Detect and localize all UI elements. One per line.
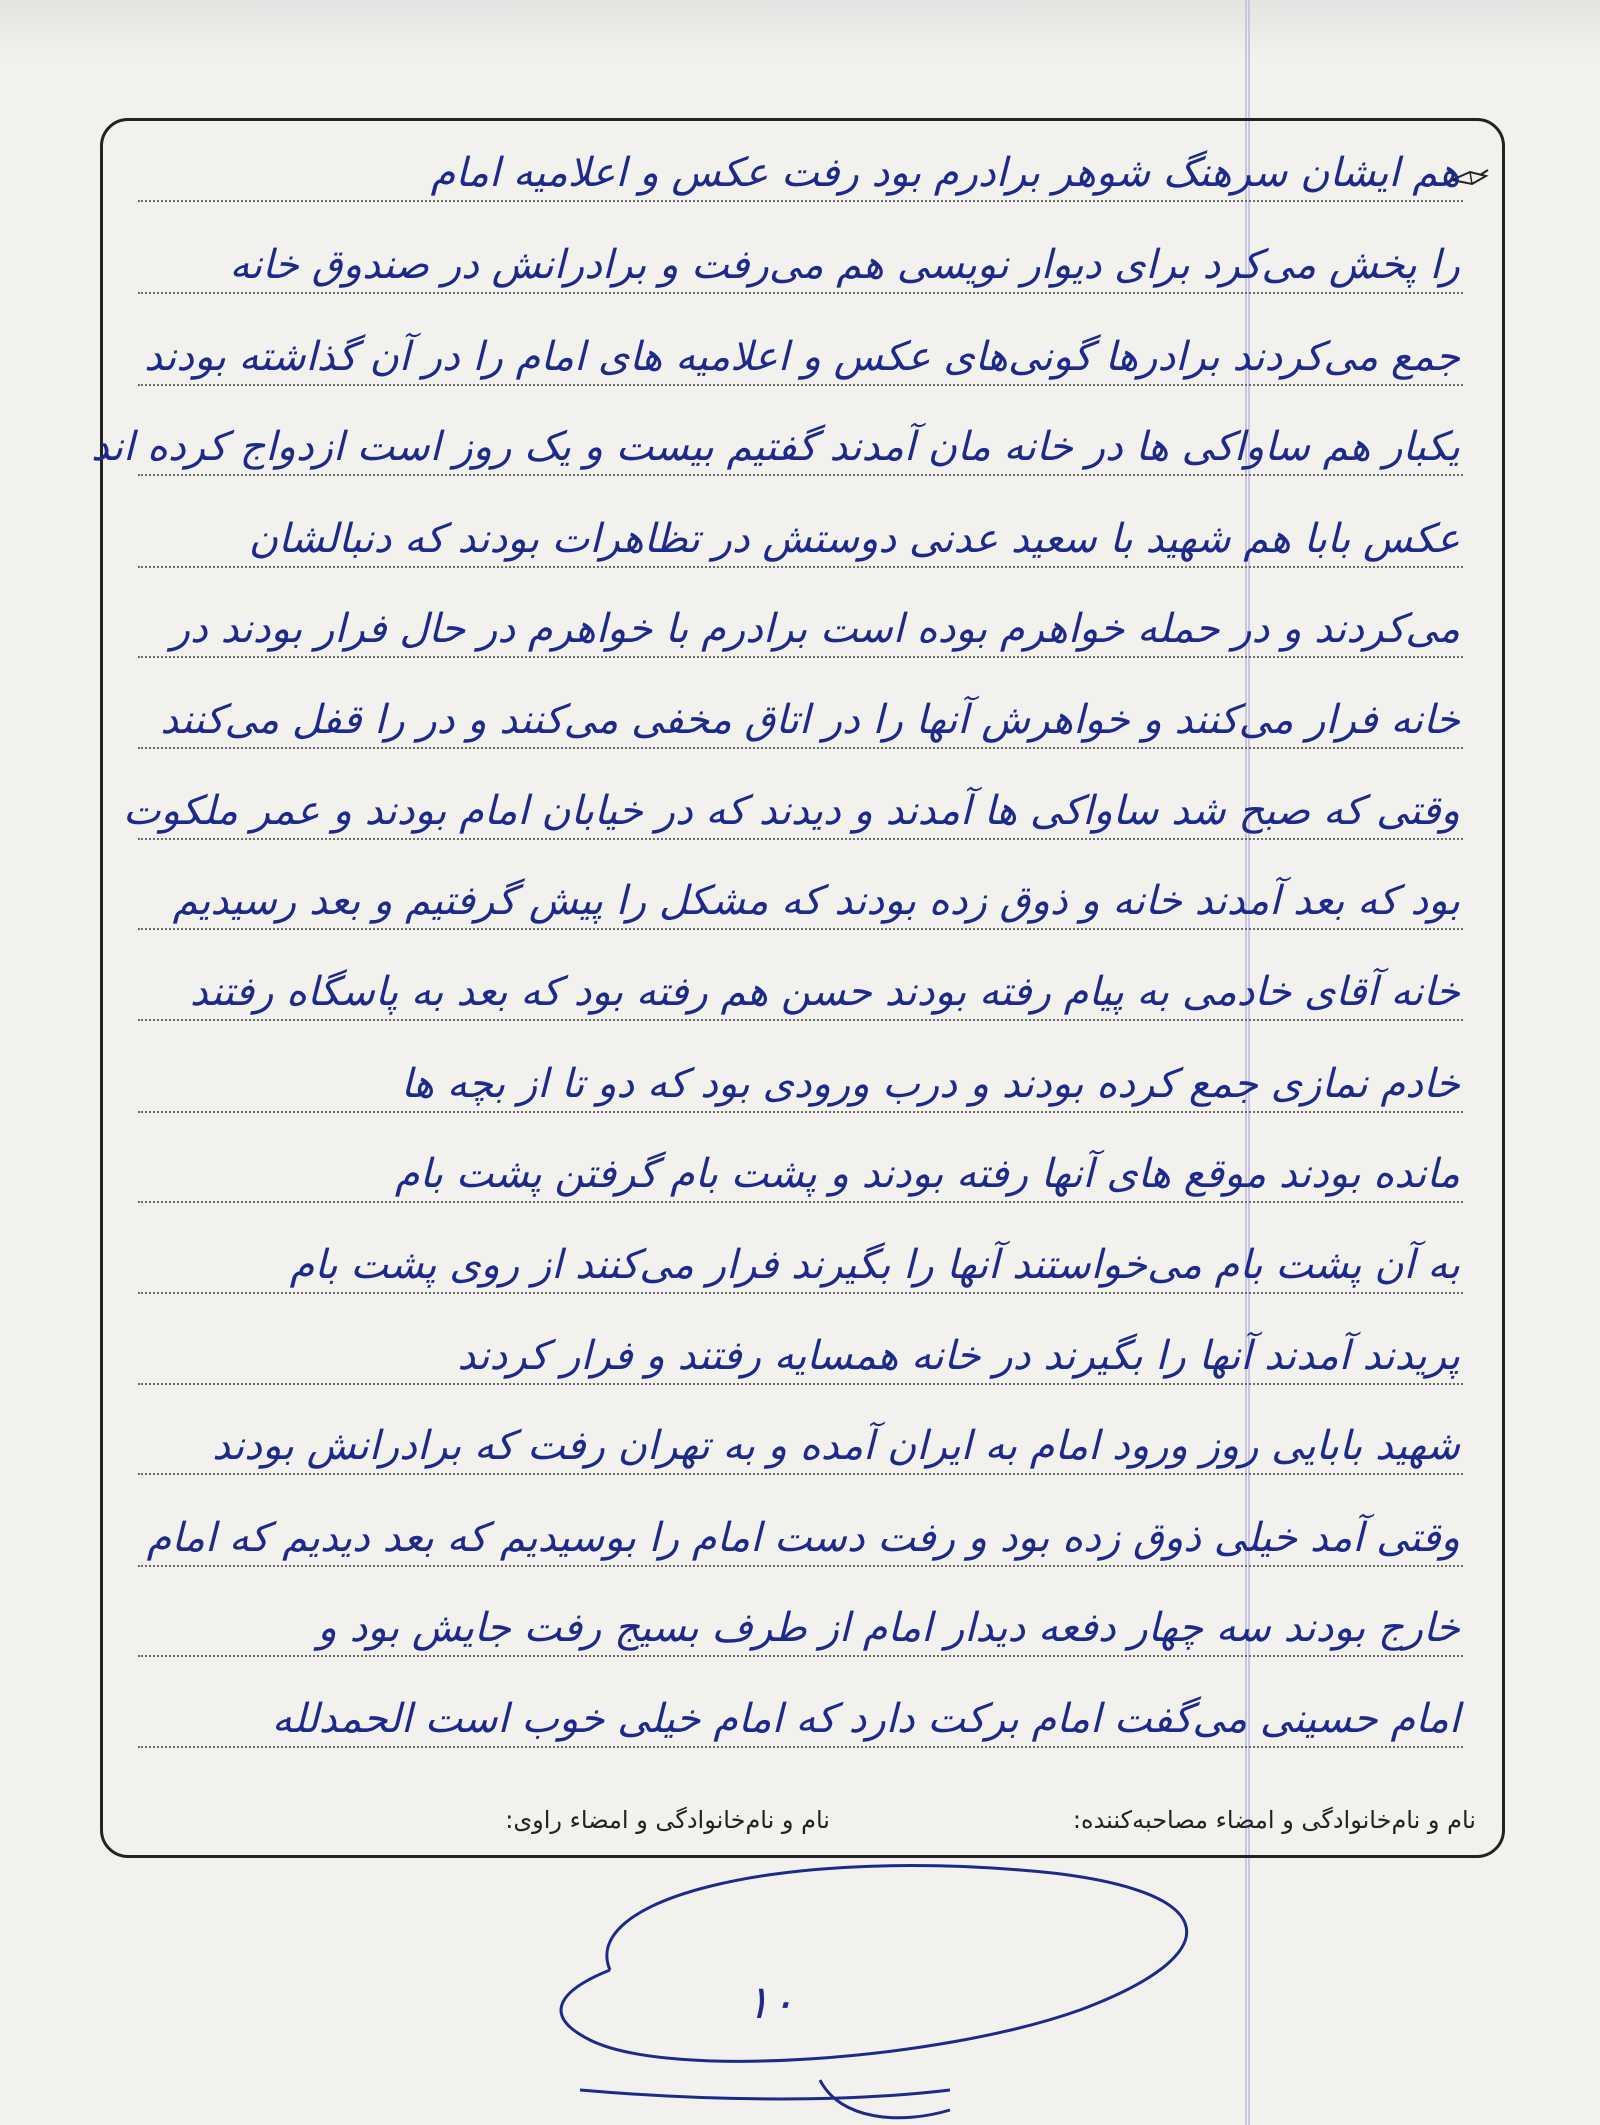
handwritten-line: بود که بعد آمدند خانه و ذوق زده بودند که مشکل را پیش گرفتیم و بعد رسیدیم — [172, 878, 1460, 924]
narrator-signature-label: نام و نام‌خانوادگی و امضاء راوی: — [505, 1806, 830, 1834]
handwritten-line: خانه فرار می‌کنند و خواهرش آنها را در اتاق مخفی می‌کنند و در را قفل می‌کنند — [160, 697, 1460, 743]
ruled-line — [138, 1019, 1463, 1021]
signature-scribble — [520, 1840, 1240, 2125]
handwritten-line: وقتی که صبح شد ساواکی ها آمدند و دیدند که در خیابان امام بودند و عمر ملکوت — [123, 788, 1460, 834]
interviewer-signature-label: نام و نام‌خانوادگی و امضاء مصاحبه‌کننده: — [1072, 1806, 1476, 1834]
ruled-line — [138, 1292, 1463, 1294]
handwritten-line: مانده بودند موقع های آنها رفته بودند و پشت بام گرفتن پشت بام — [394, 1151, 1460, 1197]
handwritten-line: شهید بابایی روز ورود امام به ایران آمده و به تهران رفت که برادرانش بودند — [212, 1423, 1460, 1469]
handwritten-line: هم ایشان سرهنگ شوهر برادرم بود رفت عکس و اعلامیه امام — [430, 150, 1460, 196]
handwritten-line: خادم نمازی جمع کرده بودند و درب ورودی بود که دو تا از بچه ها — [400, 1061, 1460, 1107]
ruled-line — [138, 566, 1463, 568]
handwritten-line: جمع می‌کردند برادرها گونی‌های عکس و اعلامیه های امام را در آن گذاشته بودند — [144, 334, 1460, 380]
ruled-line — [138, 1655, 1463, 1657]
handwritten-line: امام حسینی می‌گفت امام برکت دارد که امام خیلی خوب است الحمدلله — [271, 1696, 1460, 1742]
handwritten-line: عکس بابا هم شهید با سعید عدنی دوستش در تظاهرات بودند که دنبالشان — [248, 516, 1460, 562]
handwritten-line: خانه آقای خادمی به پیام رفته بودند حسن هم رفته بود که بعد به پاسگاه رفتند — [189, 969, 1460, 1015]
ruled-line — [138, 1473, 1463, 1475]
handwritten-line: یکبار هم ساواکی ها در خانه مان آمدند گفتیم بیست و یک روز است ازدواج کرده اند — [91, 424, 1460, 470]
ruled-line — [138, 1111, 1463, 1113]
ruled-line — [138, 928, 1463, 930]
handwritten-line: به آن پشت بام می‌خواستند آنها را بگیرند فرار می‌کنند از روی پشت بام — [289, 1242, 1460, 1288]
handwritten-line: را پخش می‌کرد برای دیوار نویسی هم می‌رفت و برادرانش در صندوق خانه — [229, 242, 1460, 288]
handwritten-line: خارج بودند سه چهار دفعه دیدار امام از طرف بسیج رفت جایش بود و — [317, 1605, 1460, 1651]
handwritten-line: وقتی آمد خیلی ذوق زده بود و رفت دست امام را بوسیدیم که بعد دیدیم که امام — [146, 1515, 1460, 1561]
ruled-line — [138, 384, 1463, 386]
ruled-line — [138, 838, 1463, 840]
ruled-line — [138, 656, 1463, 658]
ruled-line — [138, 1201, 1463, 1203]
handwritten-line: می‌کردند و در حمله خواهرم بوده است برادرم با خواهرم در حال فرار بودند در — [170, 606, 1460, 652]
ruled-line — [138, 1746, 1463, 1748]
handwritten-line: پریدند آمدند آنها را بگیرند در خانه همسایه رفتند و فرار کردند — [457, 1333, 1460, 1379]
page-number: ۱۰ — [745, 1975, 795, 2029]
ruled-line — [138, 292, 1463, 294]
ruled-line — [138, 200, 1463, 202]
ruled-line — [138, 1565, 1463, 1567]
ruled-line — [138, 747, 1463, 749]
ruled-line — [138, 1383, 1463, 1385]
ruled-line — [138, 474, 1463, 476]
